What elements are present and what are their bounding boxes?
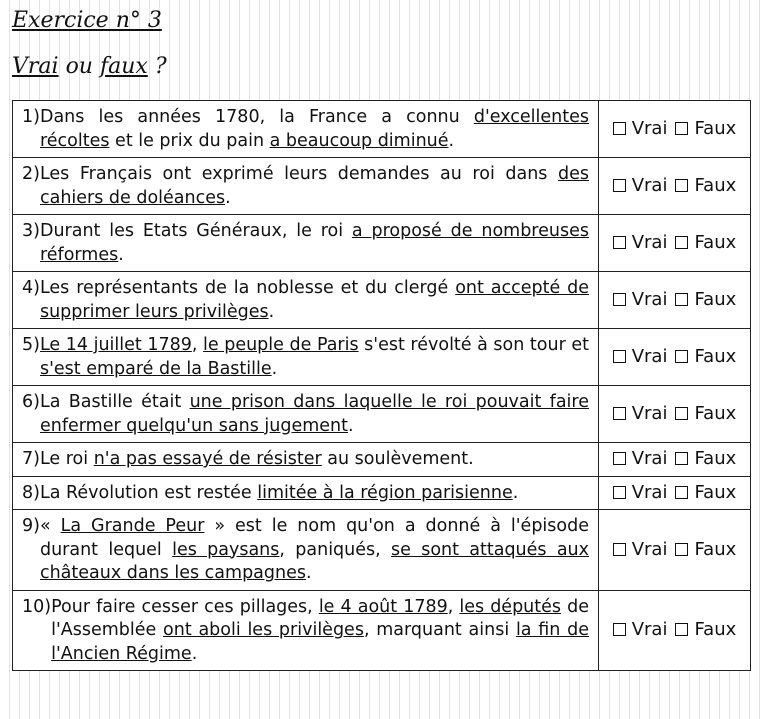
subtitle-word-faux: faux — [99, 54, 148, 79]
text-segment: Dans les années 1780, la France a connu — [39, 107, 474, 127]
answer-label-true: Vrai — [631, 289, 668, 310]
text-segment: . — [448, 130, 455, 151]
question-row — [13, 443, 751, 477]
answer-option-true[interactable] — [613, 232, 668, 253]
underlined-segment: n'a pas essayé de résister — [93, 449, 322, 469]
question-content — [22, 163, 589, 210]
answer-option-true[interactable] — [613, 289, 668, 310]
answer-cell — [599, 386, 751, 443]
question-number: 1) — [22, 107, 40, 127]
answer-option-false[interactable] — [675, 482, 736, 503]
question-content — [22, 515, 589, 586]
answer-cell — [599, 476, 751, 510]
answer-label-false: Faux — [694, 538, 737, 560]
question-text — [40, 163, 589, 210]
exercise-subtitle — [12, 52, 167, 82]
question-content — [22, 596, 589, 667]
question-number: 7) — [22, 449, 40, 469]
question-cell — [13, 158, 599, 215]
underlined-segment: ont accepté de supprimer leurs privilèges — [39, 278, 589, 322]
answer-label-false: Faux — [694, 232, 737, 253]
underlined-segment: ont aboli les privilèges — [163, 620, 364, 640]
checkbox-true[interactable] — [613, 543, 626, 556]
answer-option-false[interactable] — [675, 539, 736, 560]
answer-option-false[interactable] — [675, 346, 736, 367]
answer-option-true[interactable] — [613, 346, 668, 367]
checkbox-false[interactable] — [675, 407, 688, 420]
checkbox-false[interactable] — [675, 623, 688, 636]
checkbox-false[interactable] — [675, 179, 688, 192]
answer-option-true[interactable] — [613, 619, 668, 640]
text-segment: . — [512, 482, 519, 503]
underlined-segment: le peuple de Paris — [203, 335, 359, 355]
question-number: 3) — [22, 221, 40, 241]
subtitle-word-ou: ou — [65, 54, 93, 79]
checkbox-true[interactable] — [613, 452, 626, 465]
answer-label-true: Vrai — [631, 403, 668, 424]
text-segment: La Révolution est restée — [39, 482, 258, 503]
underlined-segment: le 4 août 1789 — [318, 596, 448, 617]
answer-option-false[interactable] — [675, 118, 736, 139]
question-row — [13, 386, 751, 443]
text-segment: La Bastille était — [39, 392, 190, 412]
text-segment: et le prix du pain — [109, 130, 270, 151]
text-segment: Pour faire cesser ces pillages, — [51, 596, 319, 617]
exercise-header — [12, 6, 167, 82]
text-segment: Les représentants de la noblesse et du clergé — [39, 278, 456, 298]
answer-label-false: Faux — [694, 346, 737, 367]
underlined-segment: La Grande Peur — [60, 516, 205, 536]
checkbox-false[interactable] — [675, 293, 688, 306]
question-text — [40, 482, 589, 506]
answer-label-true: Vrai — [631, 346, 668, 367]
answer-option-true[interactable] — [613, 448, 668, 469]
text-segment: Le roi — [39, 449, 94, 469]
text-segment: « — [39, 516, 61, 536]
question-row — [13, 158, 751, 215]
true-false-table — [12, 100, 751, 671]
underlined-segment: limitée à la région parisienne — [257, 482, 513, 503]
checkbox-true[interactable] — [613, 350, 626, 363]
answer-option-false[interactable] — [675, 619, 736, 640]
answer-option-true[interactable] — [613, 175, 668, 196]
question-content — [22, 106, 589, 153]
underlined-segment: a beaucoup diminué — [269, 130, 449, 151]
question-cell — [13, 272, 599, 329]
question-number: 6) — [22, 392, 40, 412]
question-text — [40, 391, 589, 438]
text-segment: » est le nom qu'on a donné à l'épisode durant lequel — [39, 516, 589, 560]
answer-option-true[interactable] — [613, 539, 668, 560]
answer-label-true: Vrai — [631, 619, 668, 641]
text-segment: au soulèvement. — [321, 449, 474, 469]
question-cell — [13, 590, 599, 671]
exercise-title: Exercice n° 3 — [12, 8, 162, 33]
answer-label-true: Vrai — [631, 118, 668, 139]
question-row — [13, 101, 751, 158]
question-cell — [13, 476, 599, 510]
question-content — [22, 391, 589, 438]
answer-label-true: Vrai — [631, 538, 668, 560]
checkbox-false[interactable] — [675, 486, 688, 499]
question-number: 9) — [22, 516, 40, 536]
text-segment: . — [348, 415, 354, 436]
checkbox-true[interactable] — [613, 293, 626, 306]
answer-cell — [599, 101, 751, 158]
question-text — [40, 106, 589, 153]
question-row — [13, 510, 751, 591]
question-row — [13, 329, 751, 386]
question-number: 2) — [22, 164, 40, 184]
answer-label-true: Vrai — [631, 175, 668, 196]
text-segment: , — [447, 596, 460, 617]
answer-cell — [599, 158, 751, 215]
question-text — [40, 220, 589, 267]
question-number: 10) — [22, 596, 52, 617]
checkbox-false[interactable] — [675, 543, 688, 556]
text-segment: . — [268, 301, 275, 322]
underlined-segment: a proposé de nombreuses réformes — [39, 221, 589, 265]
question-text — [40, 448, 589, 472]
answer-option-false[interactable] — [675, 232, 736, 253]
text-segment: Durant les Etats Généraux, le roi — [39, 221, 352, 241]
underlined-segment: d'excellentes récoltes — [39, 107, 589, 151]
answer-option-false[interactable] — [675, 448, 736, 469]
answer-option-false[interactable] — [675, 403, 736, 424]
text-segment: de l'Assemblée — [51, 596, 589, 640]
text-segment: , marquant ainsi — [363, 620, 516, 640]
checkbox-true[interactable] — [613, 486, 626, 499]
question-row — [13, 215, 751, 272]
question-number: 8) — [22, 482, 40, 503]
underlined-segment: Le 14 juillet 1789 — [39, 335, 192, 355]
answer-label-true: Vrai — [631, 481, 668, 503]
question-content — [22, 277, 589, 324]
answer-cell — [599, 329, 751, 386]
question-cell — [13, 443, 599, 477]
question-cell — [13, 386, 599, 443]
underlined-segment: une prison dans laquelle le roi pouvait faire enfermer quelqu'un sans jugement — [39, 392, 589, 436]
answer-cell — [599, 215, 751, 272]
text-segment: . — [191, 643, 198, 664]
answer-label-true: Vrai — [631, 448, 668, 470]
question-content — [22, 334, 589, 381]
answer-label-false: Faux — [694, 289, 737, 310]
answer-cell — [599, 590, 751, 671]
text-segment: , paniqués, — [279, 539, 392, 560]
answer-option-true[interactable] — [613, 118, 668, 139]
text-segment: s'est révolté à son tour et — [358, 335, 589, 355]
answer-label-false: Faux — [694, 175, 737, 196]
question-text — [40, 277, 589, 324]
text-segment: . — [225, 187, 231, 208]
question-content — [22, 220, 589, 267]
text-segment: , — [191, 335, 204, 355]
answer-cell — [599, 510, 751, 591]
question-text — [40, 515, 589, 586]
question-row — [13, 272, 751, 329]
checkbox-true[interactable] — [613, 122, 626, 135]
answer-label-true: Vrai — [631, 232, 668, 253]
subtitle-word-vrai: Vrai — [12, 54, 59, 79]
answer-option-false[interactable] — [675, 289, 736, 310]
question-cell — [13, 101, 599, 158]
question-row — [13, 476, 751, 510]
question-text — [51, 596, 589, 667]
answer-label-false: Faux — [694, 448, 737, 470]
checkbox-false[interactable] — [675, 350, 688, 363]
question-cell — [13, 329, 599, 386]
text-segment: . — [118, 244, 124, 265]
question-cell — [13, 215, 599, 272]
underlined-segment: les paysans — [172, 539, 280, 560]
underlined-segment: se sont attaqués aux châteaux dans les campagnes — [39, 539, 590, 583]
text-segment: . — [271, 358, 278, 379]
answer-option-true[interactable] — [613, 482, 668, 503]
underlined-segment: s'est emparé de la Bastille — [39, 358, 272, 379]
underlined-segment: des cahiers de doléances — [39, 164, 589, 208]
underlined-segment: la fin de l'Ancien Régime — [51, 620, 589, 664]
answer-label-false: Faux — [694, 481, 737, 503]
question-row — [13, 590, 751, 671]
checkbox-true[interactable] — [613, 407, 626, 420]
underlined-segment: les députés — [459, 596, 562, 617]
question-number: 5) — [22, 335, 40, 355]
answer-cell — [599, 443, 751, 477]
subtitle-question-mark: ? — [154, 54, 167, 79]
answer-option-false[interactable] — [675, 175, 736, 196]
answer-label-false: Faux — [694, 118, 737, 139]
checkbox-false[interactable] — [675, 122, 688, 135]
text-segment: . — [306, 563, 312, 583]
question-list — [13, 101, 751, 671]
answer-option-true[interactable] — [613, 403, 668, 424]
answer-label-false: Faux — [694, 619, 737, 641]
text-segment: Les Français ont exprimé leurs demandes au roi dans — [39, 164, 558, 184]
checkbox-true[interactable] — [613, 179, 626, 192]
answer-cell — [599, 272, 751, 329]
question-cell — [13, 510, 599, 591]
question-content — [22, 448, 589, 472]
question-content — [22, 482, 589, 506]
checkbox-true[interactable] — [613, 623, 626, 636]
checkbox-false[interactable] — [675, 452, 688, 465]
checkbox-false[interactable] — [675, 236, 688, 249]
question-number: 4) — [22, 278, 40, 298]
checkbox-true[interactable] — [613, 236, 626, 249]
question-text — [40, 334, 589, 381]
answer-label-false: Faux — [694, 403, 737, 424]
